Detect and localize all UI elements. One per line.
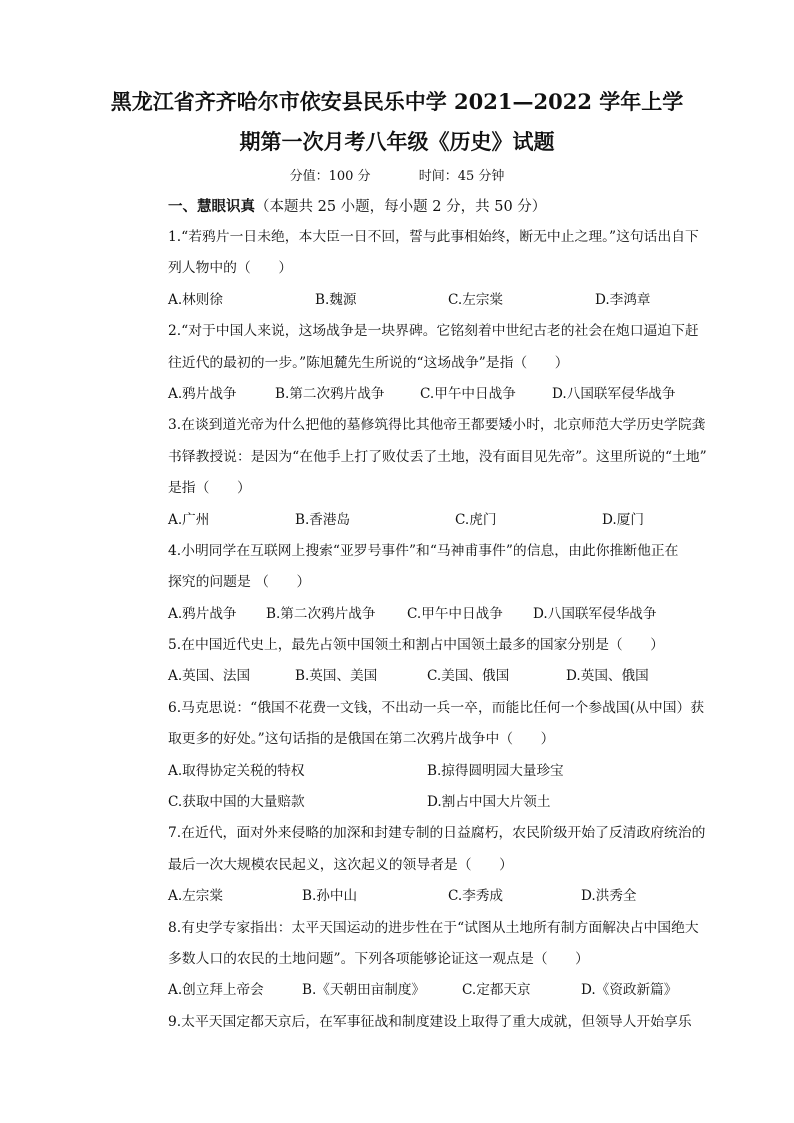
question-1-line-1: 1.“若鸦片一日未绝，本大臣一日不回，誓与此事相始终，断无中止之理。”这句话出自下 xyxy=(168,229,699,245)
option-b: B.魏源 xyxy=(315,291,357,308)
question-7-line-1: 7.在近代，面对外来侵略的加深和封建专制的日益腐朽，农民阶级开始了反清政府统治的 xyxy=(168,825,706,842)
question-3-line-2: 书铎教授说：是因为“在他手上打了败仗丢了土地，没有面目见先帝”。这里所说的“土地” xyxy=(168,448,707,465)
exam-meta xyxy=(0,165,794,184)
time-info: 时间：45 分钟 xyxy=(418,169,505,184)
question-1-line-2: 列人物中的（ ） xyxy=(168,260,293,277)
question-9-line-1: 9.太平天国定都天京后，在军事征战和制度建设上取得了重大成就，但领导人开始享乐 xyxy=(168,1013,692,1030)
option-a: A.广州 xyxy=(168,511,210,528)
question-1-options xyxy=(168,285,728,316)
questions xyxy=(168,222,728,1038)
question-5-line-1: 5.在中国近代史上，最先占领中国领土和割占中国领土最多的国家分别是（ ） xyxy=(168,637,665,654)
option-a: A.创立拜上帝会 xyxy=(168,982,264,999)
question-3-options xyxy=(168,505,728,536)
question-4-line-1: 4.小明同学在互联网上搜索“亚罗号事件”和“马神甫事件”的信息，由此你推断他正在 xyxy=(168,542,679,559)
option-a: A.林则徐 xyxy=(168,291,223,308)
option-d: D.洪秀全 xyxy=(581,888,637,905)
option-a: A.鸦片战争 xyxy=(168,605,237,622)
question-2-line-1: 2.“对于中国人来说，这场战争是一块界碑。它铭刻着中世纪古老的社会在炮口逼迫下赶 xyxy=(168,323,699,340)
exam-title-line2: 期第一次月考八年级《历史》试题 xyxy=(239,129,555,154)
question-2-line-2: 往近代的最初的一步。”陈旭麓先生所说的“这场战争”是指（ ） xyxy=(168,354,569,371)
option-b: B.第二次鸦片战争 xyxy=(266,605,376,622)
question-7-line-2: 最后一次大规模农民起义，这次起义的领导者是（ ） xyxy=(168,856,513,873)
option-b: B.第二次鸦片战争 xyxy=(275,385,385,402)
option-c: C.左宗棠 xyxy=(448,291,504,308)
option-d: D.厦门 xyxy=(602,511,644,528)
option-a: A.取得协定关税的特权 xyxy=(168,762,305,779)
question-5-options xyxy=(168,661,728,692)
option-b: B.掠得圆明园大量珍宝 xyxy=(427,762,564,779)
question-6-options-row-1 xyxy=(168,756,728,787)
option-c: C.虎门 xyxy=(455,511,497,528)
option-a: A.左宗棠 xyxy=(168,888,223,905)
question-7-options xyxy=(168,881,728,912)
option-b: B.香港岛 xyxy=(295,511,351,528)
option-b: B.孙中山 xyxy=(302,888,358,905)
option-d: D.割占中国大片领土 xyxy=(427,794,551,811)
option-a: A.英国、法国 xyxy=(168,668,251,685)
option-c: C.李秀成 xyxy=(448,888,504,905)
question-6-options-row-2 xyxy=(168,787,728,818)
exam-title-line1: 黑龙江省齐齐哈尔市依安县民乐中学 2021—2022 学年上学 xyxy=(110,89,684,114)
option-b: B.《天朝田亩制度》 xyxy=(302,982,426,999)
question-6-line-2: 取更多的好处。”这句话指的是俄国在第二次鸦片战争中（ ） xyxy=(168,731,555,748)
option-c: C.甲午中日战争 xyxy=(420,385,516,402)
option-c: C.甲午中日战争 xyxy=(407,605,503,622)
section-title: 一、慧眼识真 xyxy=(168,198,255,215)
question-4-line-2: 探究的问题是 （ ） xyxy=(168,574,311,591)
score-info: 分值：100 分 xyxy=(289,169,371,184)
question-8-options xyxy=(168,975,728,1006)
option-b: B.英国、美国 xyxy=(295,668,378,685)
option-d: D.英国、俄国 xyxy=(566,668,649,685)
question-6-line-1: 6.马克思说：“俄国不花费一文钱，不出动一兵一卒，而能比任何一个参战国(从中国）获 xyxy=(168,699,705,716)
option-d: D.八国联军侵华战争 xyxy=(552,385,676,402)
option-c: C.美国、俄国 xyxy=(427,668,510,685)
option-d: D.《资政新篇》 xyxy=(581,982,678,999)
section-note: （本题共 25 小题，每小题 2 分，共 50 分） xyxy=(255,199,547,215)
question-4-options xyxy=(168,599,728,630)
question-8-line-2: 多数人口的农民的土地问题”。下列各项能够论证这一观点是（ ） xyxy=(168,950,589,967)
question-3-line-3: 是指（ ） xyxy=(168,480,251,497)
question-8-line-1: 8.有史学专家指出：太平天国运动的进步性在于“试图从土地所有制方面解决占中国绝大 xyxy=(168,919,699,936)
option-d: D.八国联军侵华战争 xyxy=(533,605,657,622)
question-2-options xyxy=(168,379,728,410)
option-a: A.鸦片战争 xyxy=(168,385,237,402)
option-d: D.李鸿章 xyxy=(595,291,651,308)
option-c: C.获取中国的大量赔款 xyxy=(168,794,305,811)
option-c: C.定都天京 xyxy=(462,982,531,999)
question-3-line-1: 3.在谈到道光帝为什么把他的墓修筑得比其他帝王都要矮小时，北京师范大学历史学院龚 xyxy=(168,417,706,434)
section-heading xyxy=(168,195,546,216)
